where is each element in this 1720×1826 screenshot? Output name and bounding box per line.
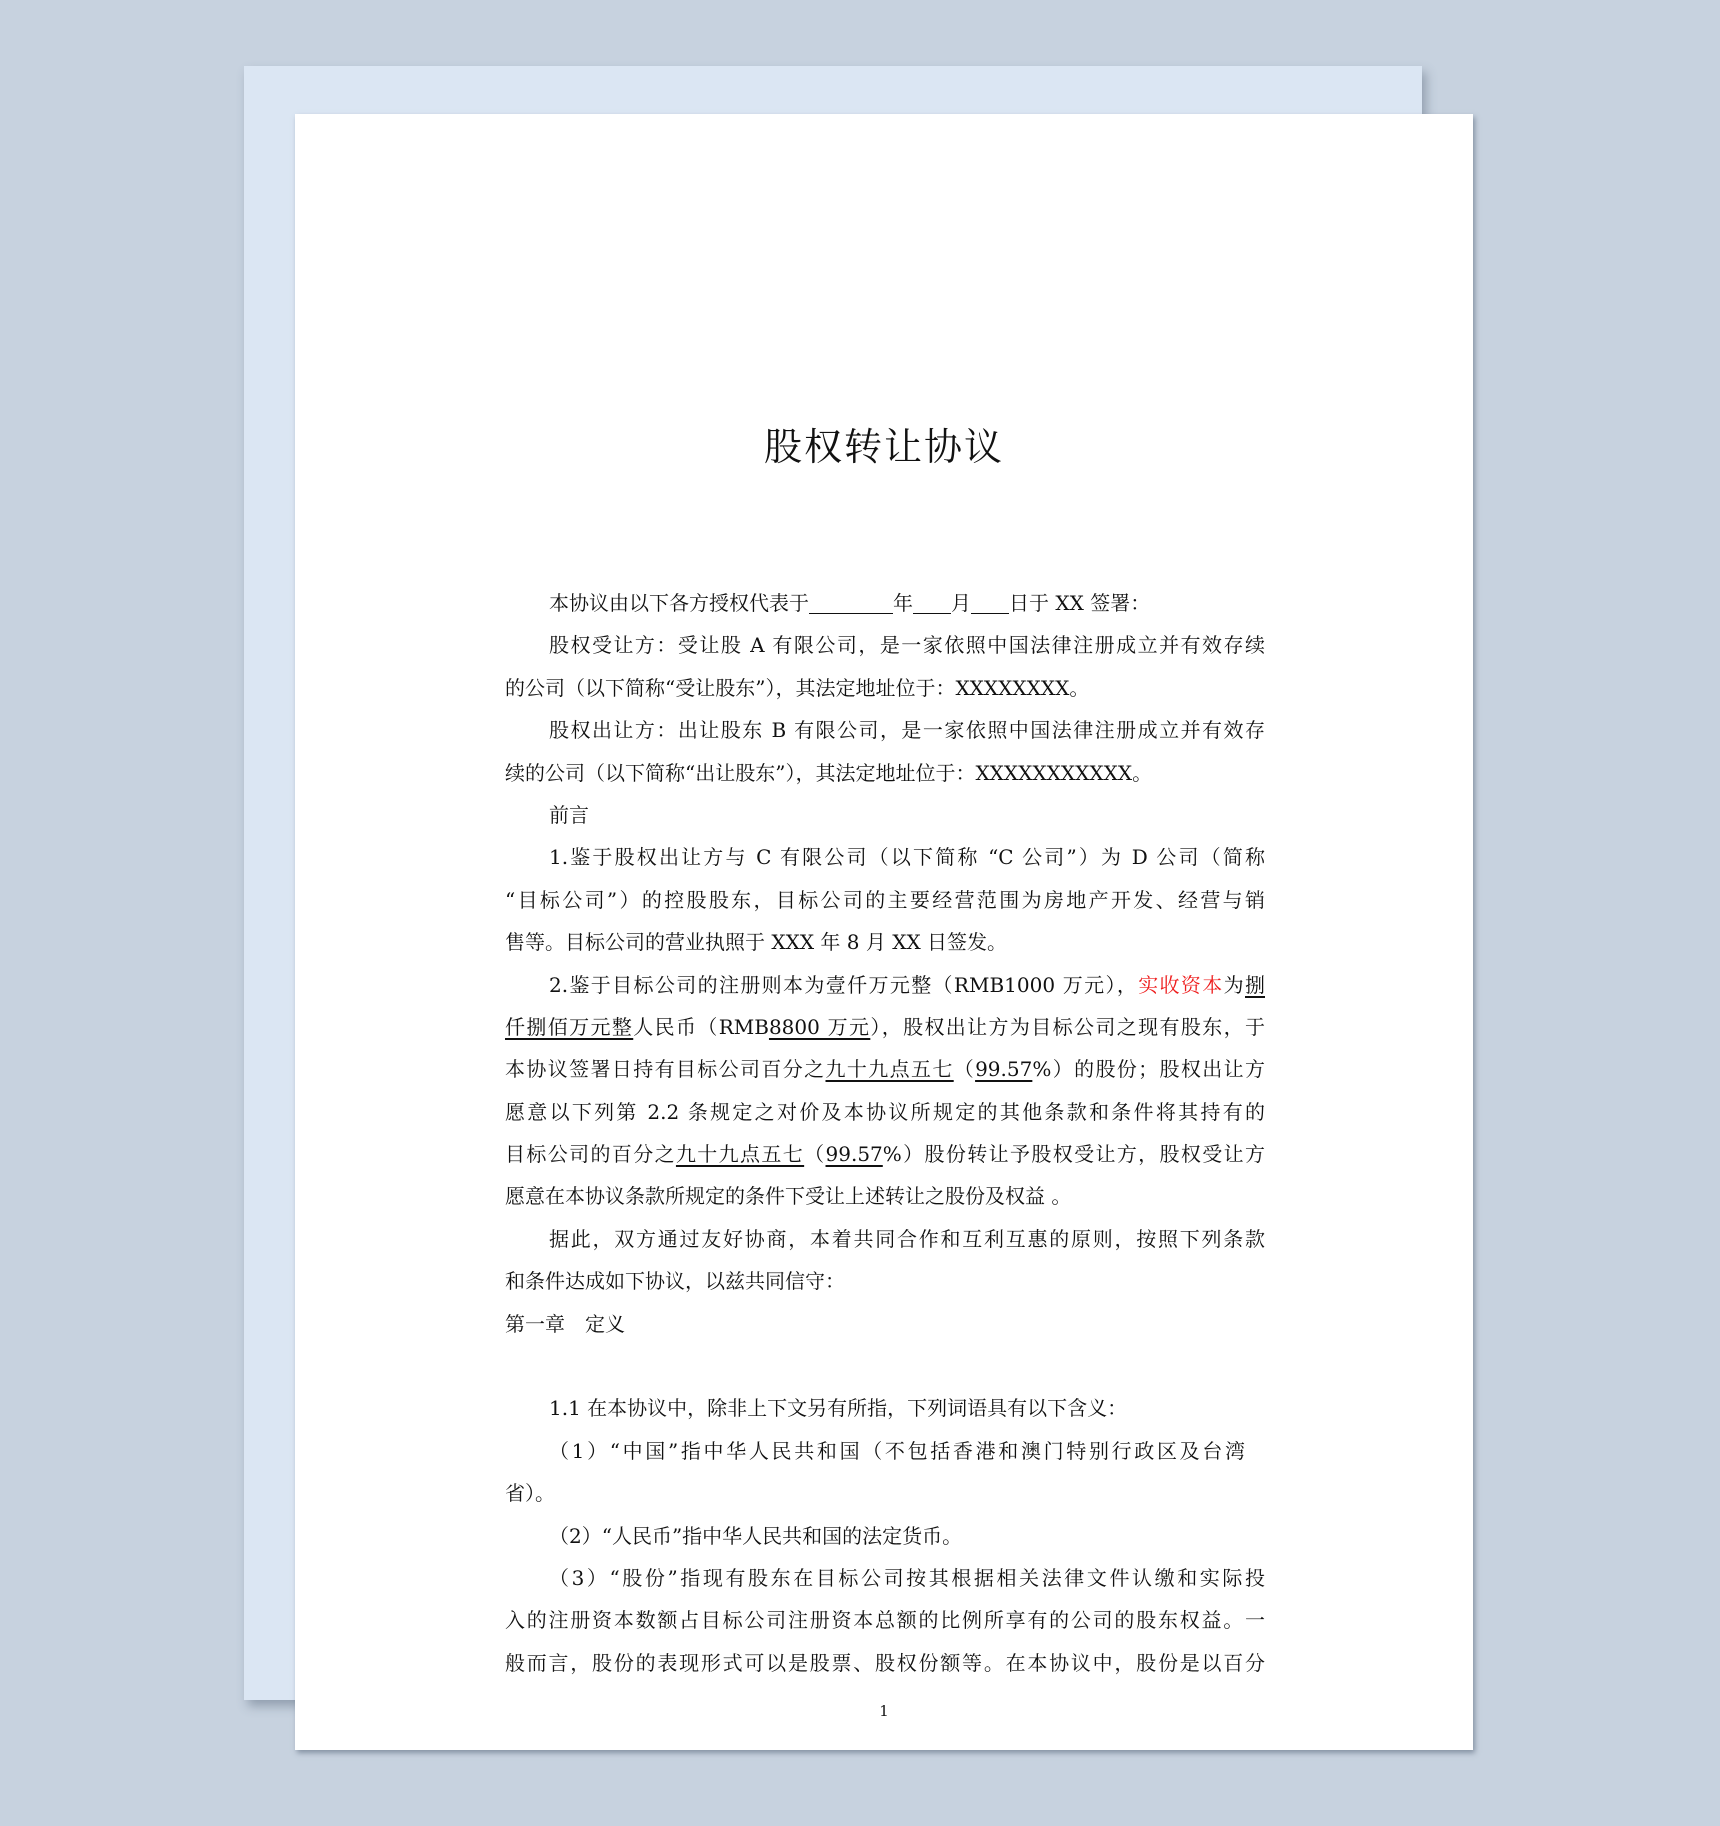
document-body [505, 582, 1265, 1684]
clause2-line-2: 仟捌佰万元整人民币（RMB8800 万元），股权出让方为目标公司之现有股东，于 [505, 1014, 1266, 1039]
date-blank-date [971, 592, 1009, 614]
clause2-line-5: 目标公司的百分之九十九点五七（99.57%）股份转让予股权受让方，股权受让方 [505, 1142, 1266, 1167]
clause2-line-6: 愿意在本协议条款所规定的条件下受让上述转让之股份及权益 。 [505, 1184, 1072, 1209]
definition-2: （2）“人民币”指中华人民共和国的法定货币。 [549, 1523, 963, 1548]
clause1-line-2: “目标公司”）的控股股东，目标公司的主要经营范围为房地产开发、经营与销 [505, 887, 1265, 912]
whereas-line-2: 和条件达成如下协议，以兹共同信守： [505, 1269, 845, 1294]
paid-in-capital-highlight: 实收资本 [1138, 972, 1224, 997]
whereas-line-1: 据此，双方通过友好协商，本着共同合作和互利互惠的原则，按照下列条款 [549, 1226, 1265, 1251]
transferee-line-2: 的公司（以下简称“受让股东”），其法定地址位于：XXXXXXXX。 [505, 675, 1090, 700]
date-blank-day [809, 592, 893, 614]
definition-3-line-3: 般而言，股份的表现形式可以是股票、股权份额等。在本协议中，股份是以百分 [505, 1650, 1265, 1675]
chapter1-heading: 第一章 定义 [505, 1311, 625, 1336]
transferee-line-1: 股权受让方：受让股 A 有限公司，是一家依照中国法律注册成立并有效存续 [549, 633, 1265, 658]
definition-1-line-1: （1）“中国”指中华人民共和国（不包括香港和澳门特别行政区及台湾 [549, 1438, 1245, 1463]
definition-1-line-2: 省）。 [505, 1481, 555, 1506]
clause2-line-4: 愿意以下列第 2.2 条规定之对价及本协议所规定的其他条款和条件将其持有的 [505, 1099, 1265, 1124]
definitions-intro: 1.1 在本协议中，除非上下文另有所指，下列词语具有以下含义： [549, 1396, 1128, 1421]
transferor-line-2: 续的公司（以下简称“出让股东”），其法定地址位于：XXXXXXXXXXX。 [505, 760, 1153, 785]
date-blank-month [913, 592, 951, 614]
clause1-line-1: 1.鉴于股权出让方与 C 有限公司（以下简称 “C 公司”）为 D 公司（简称 [549, 845, 1265, 870]
clause2-line-3: 本协议签署日持有目标公司百分之九十九点五七（99.57%）的股份；股权出让方 [505, 1057, 1266, 1082]
clause2-line-1: 2.鉴于目标公司的注册则本为壹仟万元整（RMB1000 万元），实收资本为捌 [549, 972, 1265, 997]
blank-line [505, 1345, 1265, 1387]
document-title: 股权转让协议 [763, 425, 1004, 469]
definition-3-line-1: （3）“股份”指现有股东在目标公司按其根据相关法律文件认缴和实际投 [549, 1565, 1265, 1590]
transferor-line-1: 股权出让方：出让股东 B 有限公司，是一家依照中国法律注册成立并有效存 [549, 718, 1265, 743]
document-page [295, 114, 1473, 1750]
page-number: 1 [879, 1702, 889, 1720]
intro-line: 本协议由以下各方授权代表于 年 月 日于 XX 签署： [549, 591, 1151, 615]
clause1-line-3: 售等。目标公司的营业执照于 XXX 年 8 月 XX 日签发。 [505, 930, 1008, 955]
preface-heading: 前言 [549, 802, 589, 827]
definition-3-line-2: 入的注册资本数额占目标公司注册资本总额的比例所享有的公司的股东权益。一 [505, 1608, 1265, 1633]
